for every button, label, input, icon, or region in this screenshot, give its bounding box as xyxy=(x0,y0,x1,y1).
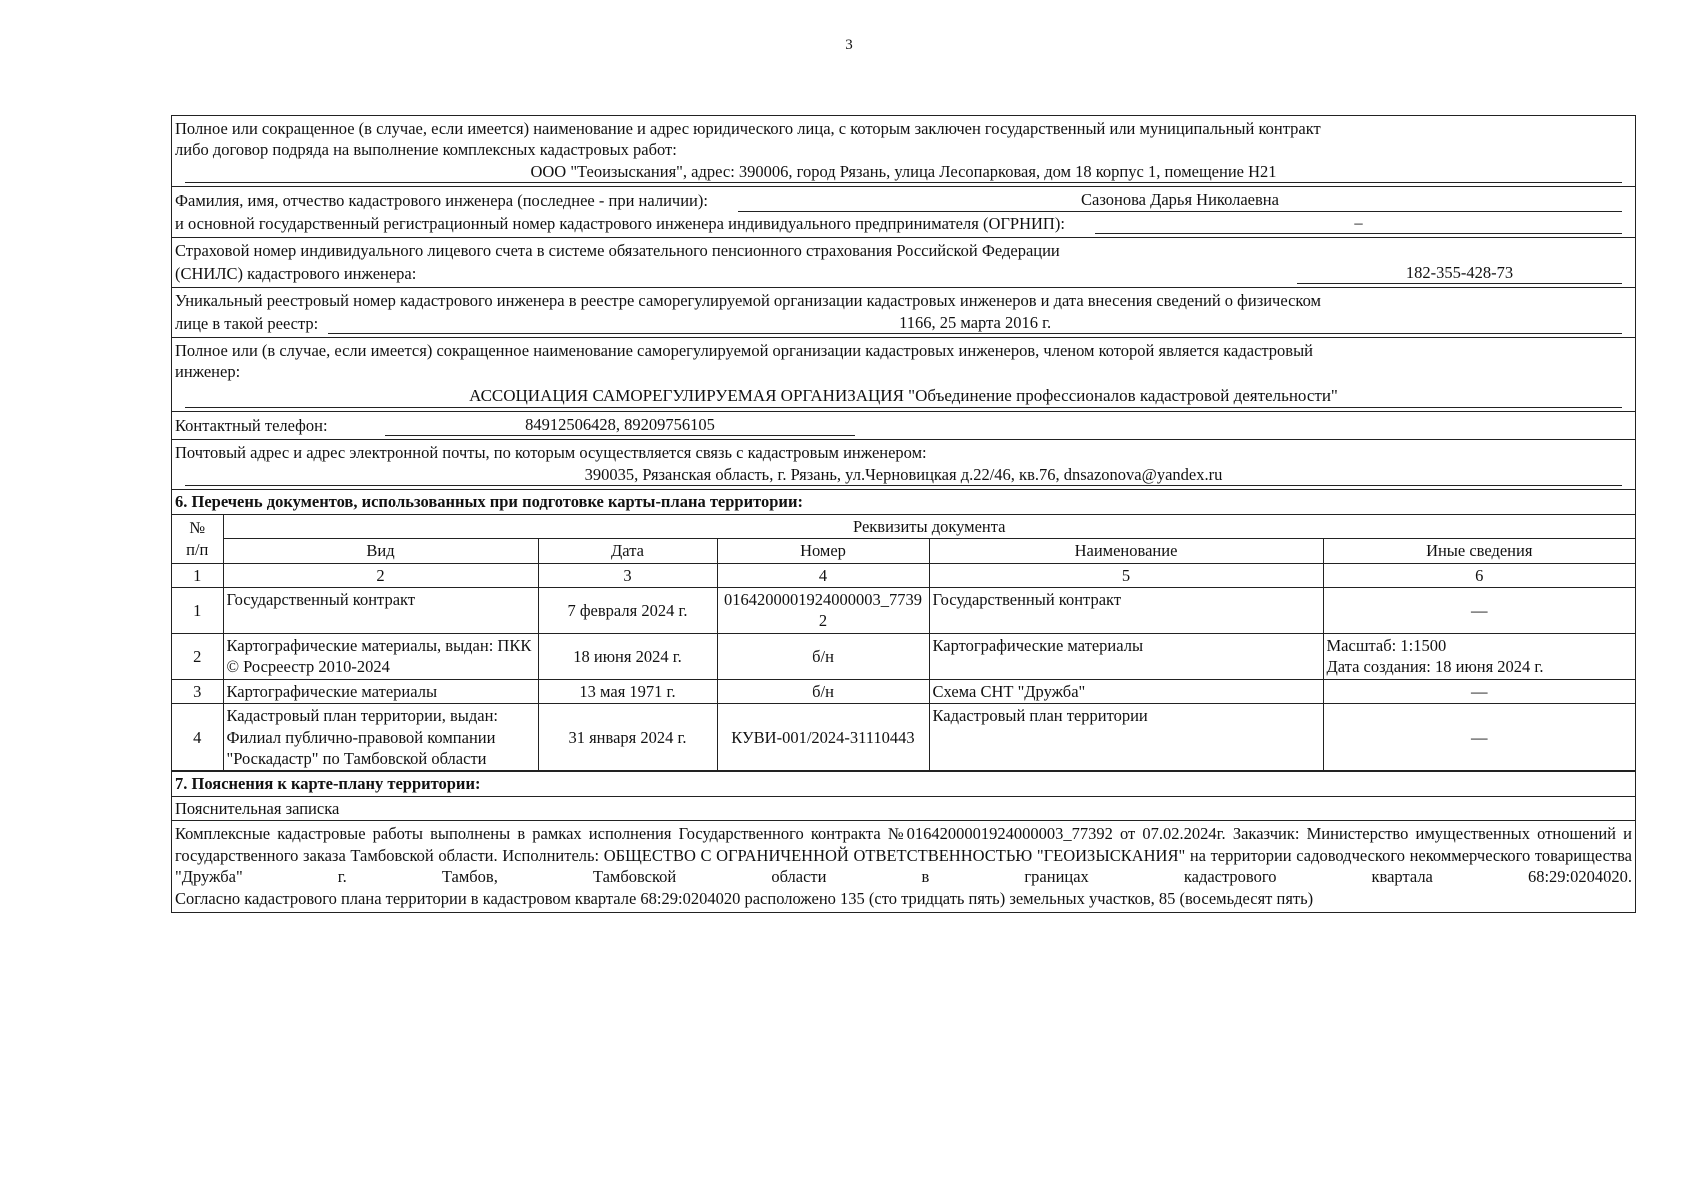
row-date: 31 января 2024 г. xyxy=(538,704,717,771)
row-date: 13 мая 1971 г. xyxy=(538,679,717,703)
snils-label-2: (СНИЛС) кадастрового инженера: xyxy=(175,263,417,283)
documents-table xyxy=(172,515,1635,772)
row-name: Схема СНТ "Дружба" xyxy=(929,679,1323,703)
col-number: 4 xyxy=(717,563,929,587)
sro-label-1: Полное или (в случае, если имеется) сокращенное наименование саморегулируемой организации кадастровых инженеров, членом которой является кадастровый xyxy=(175,340,1314,360)
row-number: 0164200001924000003_77392 xyxy=(717,587,929,633)
row-no: 2 xyxy=(172,633,223,679)
section7-subtitle: Пояснительная записка xyxy=(175,798,340,818)
snils-row xyxy=(175,262,1632,284)
postal-value: 390035, Рязанская область, г. Рязань, ул.Черновицкая д.22/46, кв.76, dnsazonova@yandex.ru xyxy=(185,464,1622,486)
col-header-name: Наименование xyxy=(929,539,1323,563)
phone-label: Контактный телефон: xyxy=(175,415,328,435)
col-number: 6 xyxy=(1323,563,1635,587)
col-number: 5 xyxy=(929,563,1323,587)
row-date: 18 июня 2024 г. xyxy=(538,633,717,679)
ogrnip-label: и основной государственный регистрационный номер кадастрового инженера индивидуального предпринимателя (ОГРНИП): xyxy=(175,213,1065,233)
sro-label-2: инженер: xyxy=(175,362,241,382)
document-sheet xyxy=(171,115,1636,913)
engineer-name-value: Сазонова Дарья Николаевна xyxy=(738,189,1622,211)
row-other: — xyxy=(1323,587,1635,633)
section7-text-block xyxy=(172,821,1635,912)
col-no-line1: № xyxy=(189,518,206,538)
col-header-date: Дата xyxy=(538,539,717,563)
registry-label-2: лице в такой реестр: xyxy=(175,313,319,333)
row-date: 7 февраля 2024 г. xyxy=(538,587,717,633)
table-column-numbers-row xyxy=(172,563,1635,587)
phone-block xyxy=(172,412,1635,440)
row-no: 4 xyxy=(172,704,223,771)
engineer-block xyxy=(172,187,1635,238)
row-name: Государственный контракт xyxy=(929,587,1323,633)
row-kind: Картографические материалы, выдан: ПКК © Росреестр 2010-2024 xyxy=(223,633,538,679)
section7-title: 7. Пояснения к карте-плану территории: xyxy=(175,774,481,794)
table-row xyxy=(172,679,1635,703)
table-row xyxy=(172,633,1635,679)
snils-block xyxy=(172,238,1635,288)
row-other-line1: Масштаб: 1:1500 xyxy=(1326,635,1447,655)
row-no: 3 xyxy=(172,679,223,703)
snils-label-1: Страховой номер индивидуального лицевого счета в системе обязательного пенсионного страхования Российской Федерации xyxy=(175,241,1060,261)
registry-value: 1166, 25 марта 2016 г. xyxy=(328,312,1622,334)
engineer-name-label: Фамилия, имя, отчество кадастрового инженера (последнее - при наличии): xyxy=(175,191,708,211)
table-header-row-1 xyxy=(172,515,1635,539)
col-header-number: Номер xyxy=(717,539,929,563)
row-name: Картографические материалы xyxy=(929,633,1323,679)
snils-value: 182-355-428-73 xyxy=(1297,262,1622,284)
row-other-line2: Дата создания: 18 июня 2024 г. xyxy=(1326,657,1544,677)
postal-label: Почтовый адрес и адрес электронной почты, по которым осуществляется связь с кадастровым инженером: xyxy=(175,443,927,463)
explanatory-paragraph: Комплексные кадастровые работы выполнены в рамках исполнения Государственного контракта №0164200001924000003_77392 от 07.02.2024г. Заказчик: Министерство имущественных отношений и государственного заказа Тамбовской области. Исполнитель: ОБЩЕСТВО С ОГРАНИЧЕННОЙ ОТВЕТСТВЕННОСТЬЮ "ГЕОИЗЫСКАНИЯ" на территории садоводческого некоммерческого товарищества "Дружба" г. Тамбов, Тамбовской области в границах кадастрового квартала 68:29:0204020. xyxy=(175,824,1632,887)
row-kind: Кадастровый план территории, выдан: Филиал публично-правовой компании "Роскадастр" по Тамбовской области xyxy=(223,704,538,771)
phone-value: 84912506428, 89209756105 xyxy=(385,414,855,436)
col-no-line2: п/п xyxy=(186,539,209,559)
section7-title-block xyxy=(172,772,1635,796)
col-header-other: Иные сведения xyxy=(1323,539,1635,563)
page-number: 3 xyxy=(845,37,853,53)
sro-value: АССОЦИАЦИЯ САМОРЕГУЛИРУЕМАЯ ОРГАНИЗАЦИЯ "Объединение профессионалов кадастровой деятельности" xyxy=(185,385,1622,408)
registry-block xyxy=(172,288,1635,338)
col-no-header xyxy=(172,515,223,563)
row-number: б/н xyxy=(717,679,929,703)
sro-block xyxy=(172,338,1635,412)
table-header-row-2 xyxy=(172,539,1635,563)
table-row xyxy=(172,704,1635,771)
row-number: б/н xyxy=(717,633,929,679)
col-number: 1 xyxy=(172,563,223,587)
row-other xyxy=(1323,633,1635,679)
col-number: 2 xyxy=(223,563,538,587)
legal-entity-label-1: Полное или сокращенное (в случае, если имеется) наименование и адрес юридического лица, с которым заключен государственный или муниципальный контракт xyxy=(175,119,1321,138)
section7-subtitle-block xyxy=(172,797,1635,821)
section6-title: 6. Перечень документов, использованных при подготовке карты-плана территории: xyxy=(175,492,803,512)
explanatory-paragraph-2: Согласно кадастрового плана территории в кадастровом квартале 68:29:0204020 расположено 135 (сто тридцать пять) земельных участков, 85 (восемьдесят пять) xyxy=(175,888,1314,908)
table-row xyxy=(172,587,1635,633)
phone-row xyxy=(175,414,1632,436)
legal-entity-block xyxy=(172,116,1635,187)
postal-block xyxy=(172,440,1635,490)
col-header-kind: Вид xyxy=(223,539,538,563)
legal-entity-label-2: либо договор подряда на выполнение комплексных кадастровых работ: xyxy=(175,140,677,160)
ogrnip-row xyxy=(175,212,1632,234)
row-name: Кадастровый план территории xyxy=(929,704,1323,771)
registry-row xyxy=(175,312,1632,334)
documents-table-block xyxy=(172,515,1635,773)
ogrnip-value: – xyxy=(1095,212,1622,234)
row-number: КУВИ-001/2024-31110443 xyxy=(717,704,929,771)
group-header: Реквизиты документа xyxy=(223,515,1635,539)
section6-title-block xyxy=(172,490,1635,514)
legal-entity-value: ООО "Теоизыскания", адрес: 390006, город Рязань, улица Лесопарковая, дом 18 корпус 1, помещение Н21 xyxy=(185,161,1622,183)
row-no: 1 xyxy=(172,587,223,633)
registry-label-1: Уникальный реестровый номер кадастрового инженера в реестре саморегулируемой организации кадастровых инженеров и дата внесения сведений о физическом xyxy=(175,291,1321,311)
row-other: — xyxy=(1323,704,1635,771)
engineer-name-row xyxy=(175,189,1632,211)
row-kind: Государственный контракт xyxy=(223,587,538,633)
row-other: — xyxy=(1323,679,1635,703)
col-number: 3 xyxy=(538,563,717,587)
row-kind: Картографические материалы xyxy=(223,679,538,703)
